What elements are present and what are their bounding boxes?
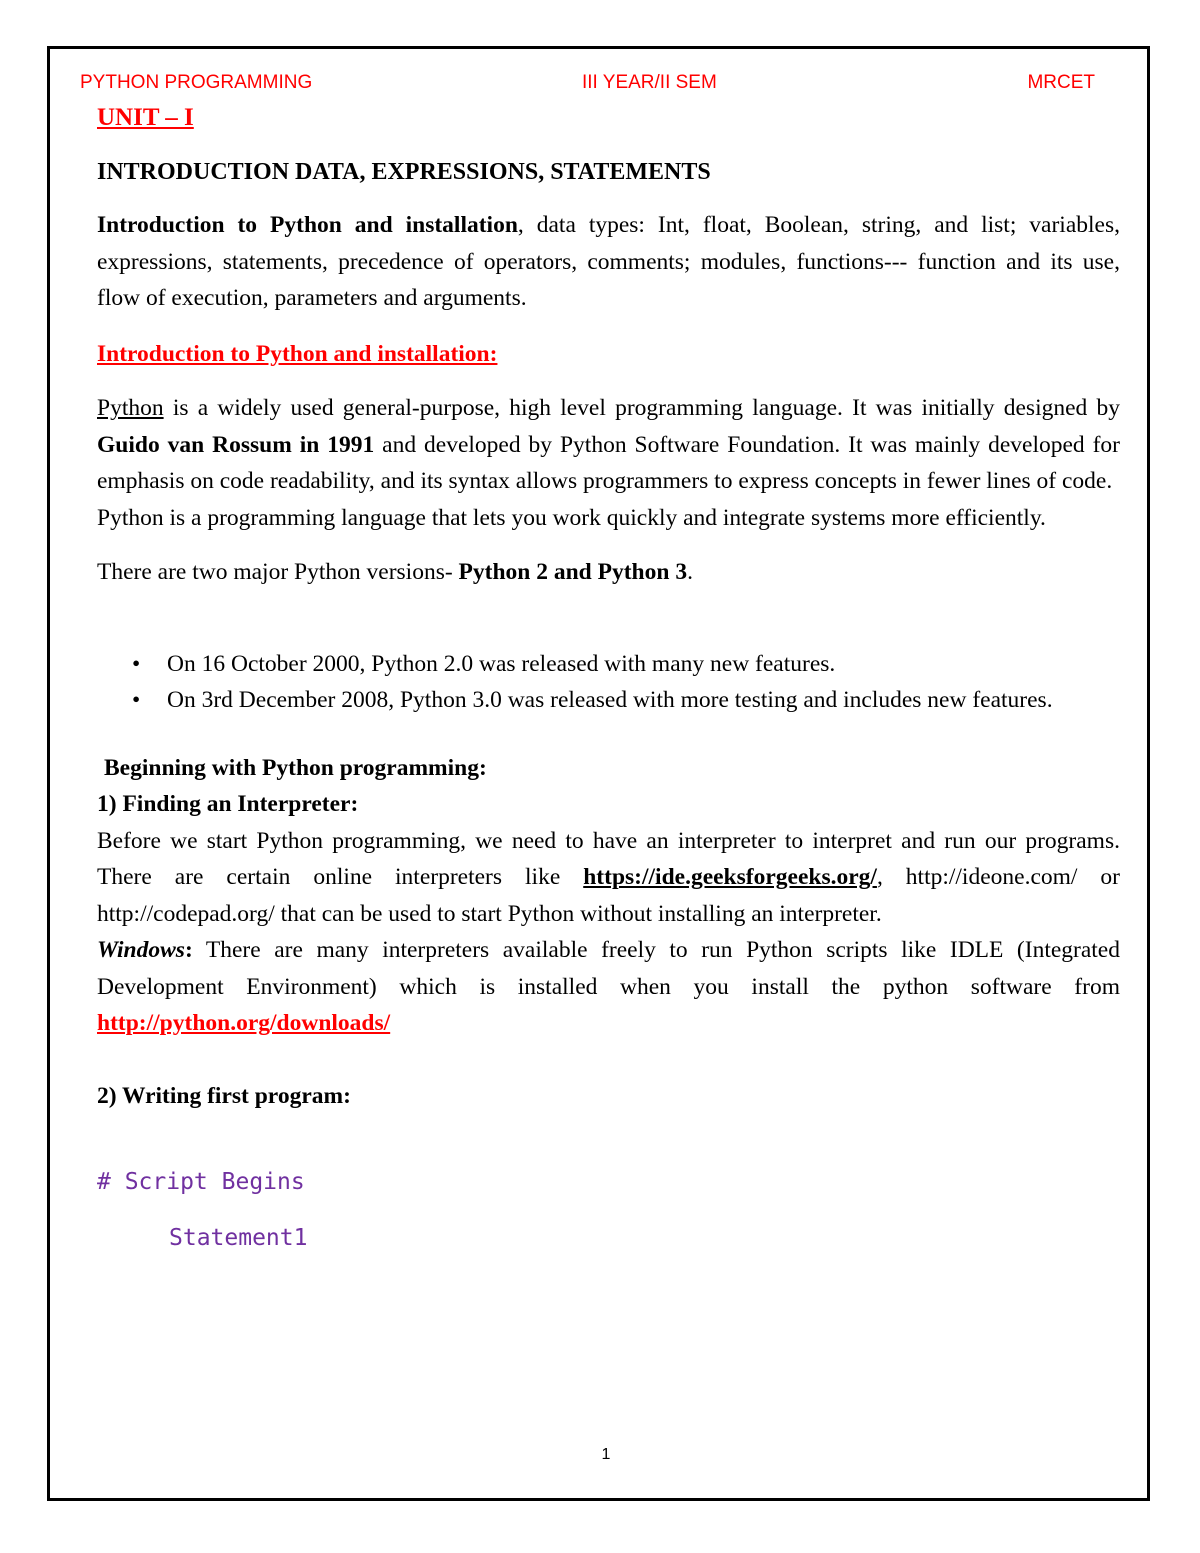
code-comment-line: # Script Begins	[97, 1169, 305, 1195]
bullet-text: On 3rd December 2008, Python 3.0 was released with more testing and includes new features.	[167, 687, 1053, 713]
writing-heading: 2) Writing first program:	[97, 1082, 351, 1109]
intro-heading: Introduction to Python and installation:	[97, 340, 498, 367]
syllabus-lead: Introduction to Python and installation	[97, 212, 518, 238]
bullet-text: On 16 October 2000, Python 2.0 was released with many new features.	[167, 650, 836, 677]
intro-paragraph	[97, 390, 1120, 500]
syllabus-paragraph	[97, 207, 1120, 317]
beginning-heading: Beginning with Python programming:	[104, 754, 487, 781]
page-number: 1	[601, 1446, 611, 1463]
intro-author: Guido van Rossum in 1991	[97, 431, 375, 458]
intro-paragraph-2: Python is a programming language that lets you work quickly and integrate systems more efficiently.	[97, 504, 1046, 531]
intro-text-1: is a widely used general-purpose, high level programming language. It was initially designed by	[163, 395, 1120, 421]
versions-end: .	[687, 559, 693, 585]
list-item	[97, 682, 1120, 719]
finding-text-1: Before we start Python programming, we need to have an interpreter to interpret and run our programs. There are certain online interpreters like	[97, 827, 1120, 890]
finding-paragraph	[97, 823, 1120, 933]
windows-text: There are many interpreters available freely to run Python scripts like IDLE (Integrated Development Environment) which is installed when you install the python software from	[97, 937, 1120, 1000]
version-bullet-list	[97, 646, 1120, 719]
syllabus-text: , data types: Int, float, Boolean, string, and list; variables, expressions, statements, precedence of operators, comments; modules, functions--- function and its use, flow of execution, parameters and arguments.	[97, 212, 1120, 311]
python-downloads-link[interactable]: http://python.org/downloads/	[97, 1010, 391, 1036]
unit-title: UNIT – I	[97, 104, 194, 131]
page-header	[80, 72, 1095, 102]
versions-paragraph	[97, 554, 1120, 591]
windows-colon: :	[184, 937, 193, 963]
versions-bold: Python 2 and Python 3	[458, 559, 688, 585]
section-title: INTRODUCTION DATA, EXPRESSIONS, STATEMENTS	[97, 158, 711, 185]
python-word: Python	[97, 395, 164, 421]
code-statement-line: Statement1	[169, 1225, 308, 1251]
header-college: MRCET	[1027, 72, 1095, 93]
bullet-icon: •	[132, 687, 141, 713]
header-course: PYTHON PROGRAMMING	[80, 72, 313, 93]
versions-text: There are two major Python versions-	[97, 559, 459, 585]
code-block	[97, 1154, 1120, 1266]
intro-text-2: and developed by Python Software Foundation. It was mainly developed for emphasis on code readability, and its syntax allows programmers to express concepts in fewer lines of code.	[97, 431, 1120, 494]
header-semester: III YEAR/II SEM	[582, 72, 717, 93]
finding-heading: 1) Finding an Interpreter:	[97, 791, 359, 817]
geeksforgeeks-link[interactable]: https://ide.geeksforgeeks.org/	[583, 864, 877, 890]
finding-text-2: , http://ideone.com/ or http://codepad.org/ that can be used to start Python without installing an interpreter.	[97, 864, 1120, 927]
windows-label: Windows	[97, 937, 185, 963]
bullet-icon: •	[132, 650, 141, 677]
list-item	[97, 646, 1120, 683]
document-body	[97, 100, 1120, 1266]
windows-paragraph	[97, 932, 1120, 1042]
